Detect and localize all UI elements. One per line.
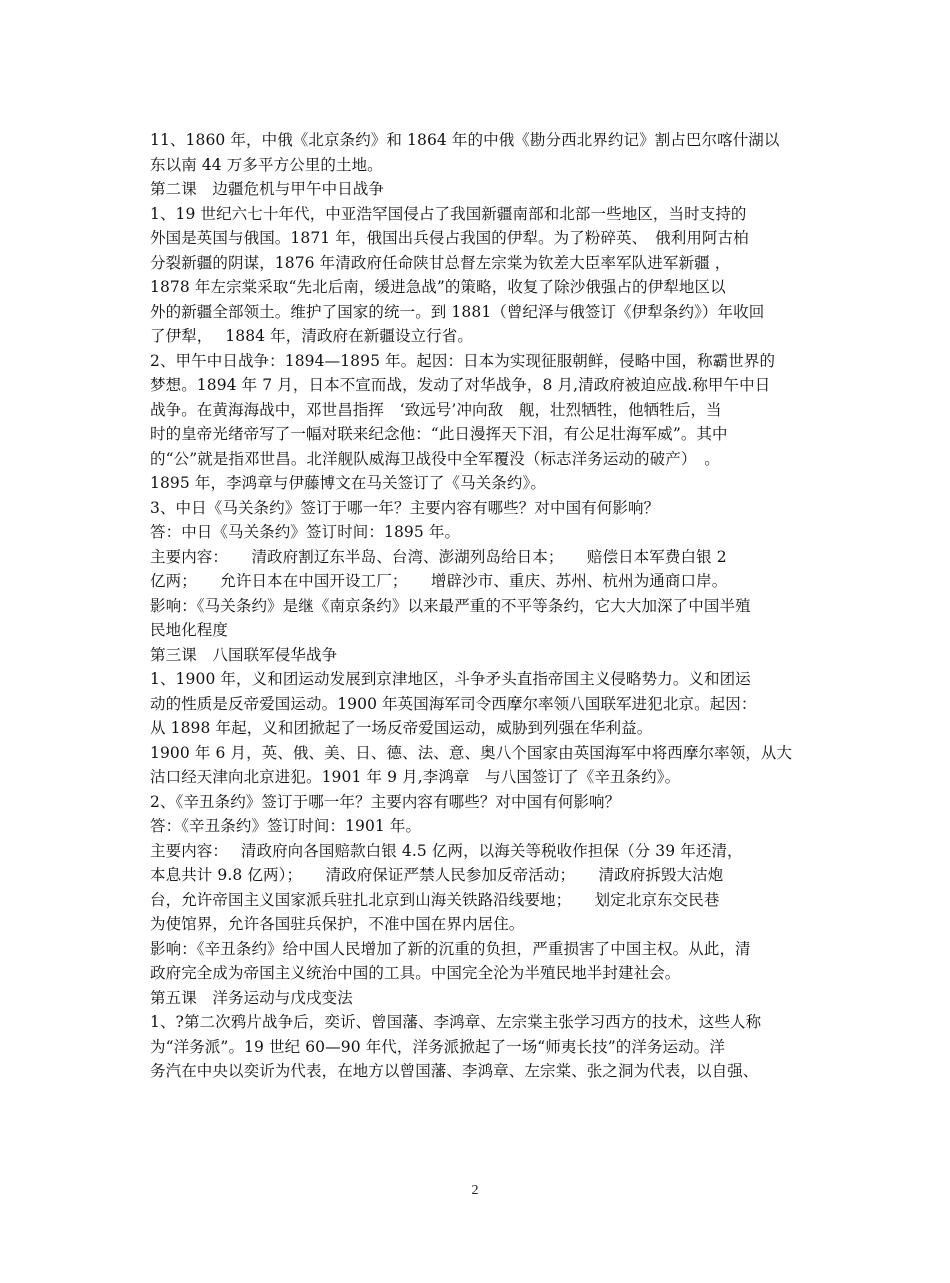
text-line: 从 1898 年起，义和团掀起了一场反帝爱国运动，威胁到列强在华利益。 bbox=[150, 719, 653, 737]
text-line: 答：《辛丑条约》签订时间：1901 年。 bbox=[150, 817, 422, 835]
text-line: 战争。在黄海海战中，邓世昌指挥 ‘致远号’冲向敌 舰，壮烈牺牲，他牺牲后，当 bbox=[150, 400, 722, 419]
text-line: 第三课 八国联军侵华战争 bbox=[150, 645, 338, 664]
text-line: 1、1900 年，义和团运动发展到京津地区，斗争矛头直指帝国主义侵略势力。义和团运 bbox=[150, 670, 751, 688]
text-line: 第五课 洋务运动与戊戌变法 bbox=[150, 988, 353, 1007]
text-line: 主要内容： 清政府向各国赔款白银 4.5 亿两，以海关等税收作担保（分 39 年还清， bbox=[150, 841, 743, 860]
text-line: 1、?第二次鸦片战争后，奕䜣、曾国藩、李鸿章、左宗棠主张学习西方的技术，这些人称 bbox=[150, 1013, 762, 1031]
text-line: 2、《辛丑条约》签订于哪一年？主要内容有哪些？对中国有何影响？ bbox=[150, 792, 621, 811]
text-line: 的“公”就是指邓世昌。北洋舰队威海卫战役中全军覆没（标志洋务运动的破产） 。 bbox=[150, 449, 720, 468]
text-line: 沽口经天津向北京进犯。1901 年 9 月,李鸿章 与八国签订了《辛丑条约》。 bbox=[150, 768, 681, 786]
text-line: 分裂新疆的阴谋，1876 年清政府任命陕甘总督左宗棠为钦差大臣率军队进军新疆 ， bbox=[150, 253, 731, 272]
text-line: 动的性质是反帝爱国运动。1900 年英国海军司令西摩尔率领八国联军进犯北京。起因： bbox=[150, 694, 757, 713]
text-line: 11、1860 年，中俄《北京条约》和 1864 年的中俄《勘分西北界约记》割占巴尔喀什湖以 bbox=[150, 131, 780, 149]
text-line: 民地化程度 bbox=[150, 621, 229, 639]
text-line: 了伊犁， 1884 年，清政府在新疆设立行省。 bbox=[150, 327, 473, 345]
text-line: 外国是英国与俄国。1871 年，俄国出兵侵占我国的伊犁。为了粉碎英、 俄利用阿古柏 bbox=[150, 229, 749, 247]
text-line: 为“洋务派”。19 世纪 60—90 年代，洋务派掀起了一场“师夷长技”的洋务运动。洋 bbox=[150, 1037, 725, 1056]
text-line: 梦想。1894 年 7 月，日本不宣而战，发动了对华战争，8 月,清政府被迫应战.称甲午中日 bbox=[150, 376, 771, 394]
text-line: 1、19 世纪六七十年代，中亚浩罕国侵占了我国新疆南部和北部一些地区，当时支持的 bbox=[150, 204, 747, 223]
text-line: 台，允许帝国主义国家派兵驻扎北京到山海关铁路沿线要地； 划定北京东交民巷 bbox=[150, 890, 720, 909]
text-line: 1878 年左宗棠采取“先北后南，缓进急战”的策略，收复了除沙俄强占的伊犁地区以 bbox=[150, 278, 726, 296]
text-line: 政府完全成为帝国主义统治中国的工具。中国完全沦为半殖民地半封建社会。 bbox=[150, 964, 681, 982]
text-line: 第二课 边疆危机与甲午中日战争 bbox=[150, 180, 385, 198]
text-line: 3、中日《马关条约》签订于哪一年？主要内容有哪些？对中国有何影响？ bbox=[150, 498, 660, 517]
text-line: 亿两； 允许日本在中国开设工厂； 增辟沙市、重庆、苏州、杭州为通商口岸。 bbox=[150, 572, 728, 590]
text-line: 影响：《辛丑条约》给中国人民增加了新的沉重的负担，严重损害了中国主权。从此，清 bbox=[150, 939, 751, 958]
text-line: 时的皇帝光绪帝写了一幅对联来纪念他：“此日漫挥天下泪，有公足壮海军威”。其中 bbox=[150, 425, 728, 443]
document-page bbox=[150, 128, 805, 1084]
text-line: 1900 年 6 月，英、俄、美、日、德、法、意、奥八个国家由英国海军中将西摩尔率领，从大 bbox=[150, 743, 793, 762]
text-line: 主要内容： 清政府割辽东半岛、台湾、澎湖列岛给日本； 赔偿日本军费白银 2 bbox=[150, 547, 727, 566]
text-line: 影响：《马关条约》是继《南京条约》以来最严重的不平等条约，它大大加深了中国半殖 bbox=[150, 596, 751, 615]
text-line: 本息共计 9.8 亿两）； 清政府保证严禁人民参加反帝活动； 清政府拆毁大沽炮 bbox=[150, 866, 724, 884]
text-line: 外的新疆全部领土。维护了国家的统一。到 1881（曾纪泽与俄签订《伊犁条约》）年收回 bbox=[150, 302, 765, 321]
text-line: 为使馆界，允许各国驻兵保护，不准中国在界内居住。 bbox=[150, 915, 525, 933]
text-line: 2、甲午中日战争：1894—1895 年。起因：日本为实现征服朝鲜，侵略中国，称霸世界的 bbox=[150, 351, 776, 370]
text-line: 1895 年，李鸿章与伊藤博文在马关签订了《马关条约》。 bbox=[150, 474, 546, 492]
page-number: 2 bbox=[471, 1183, 479, 1198]
text-line: 务汽在中央以奕䜣为代表，在地方以曾国藩、李鸿章、左宗棠、张之洞为代表，以自强、 bbox=[150, 1062, 759, 1080]
text-line: 答：中日《马关条约》签订时间：1895 年。 bbox=[150, 523, 461, 541]
text-line: 东以南 44 万多平方公里的土地。 bbox=[150, 155, 383, 174]
